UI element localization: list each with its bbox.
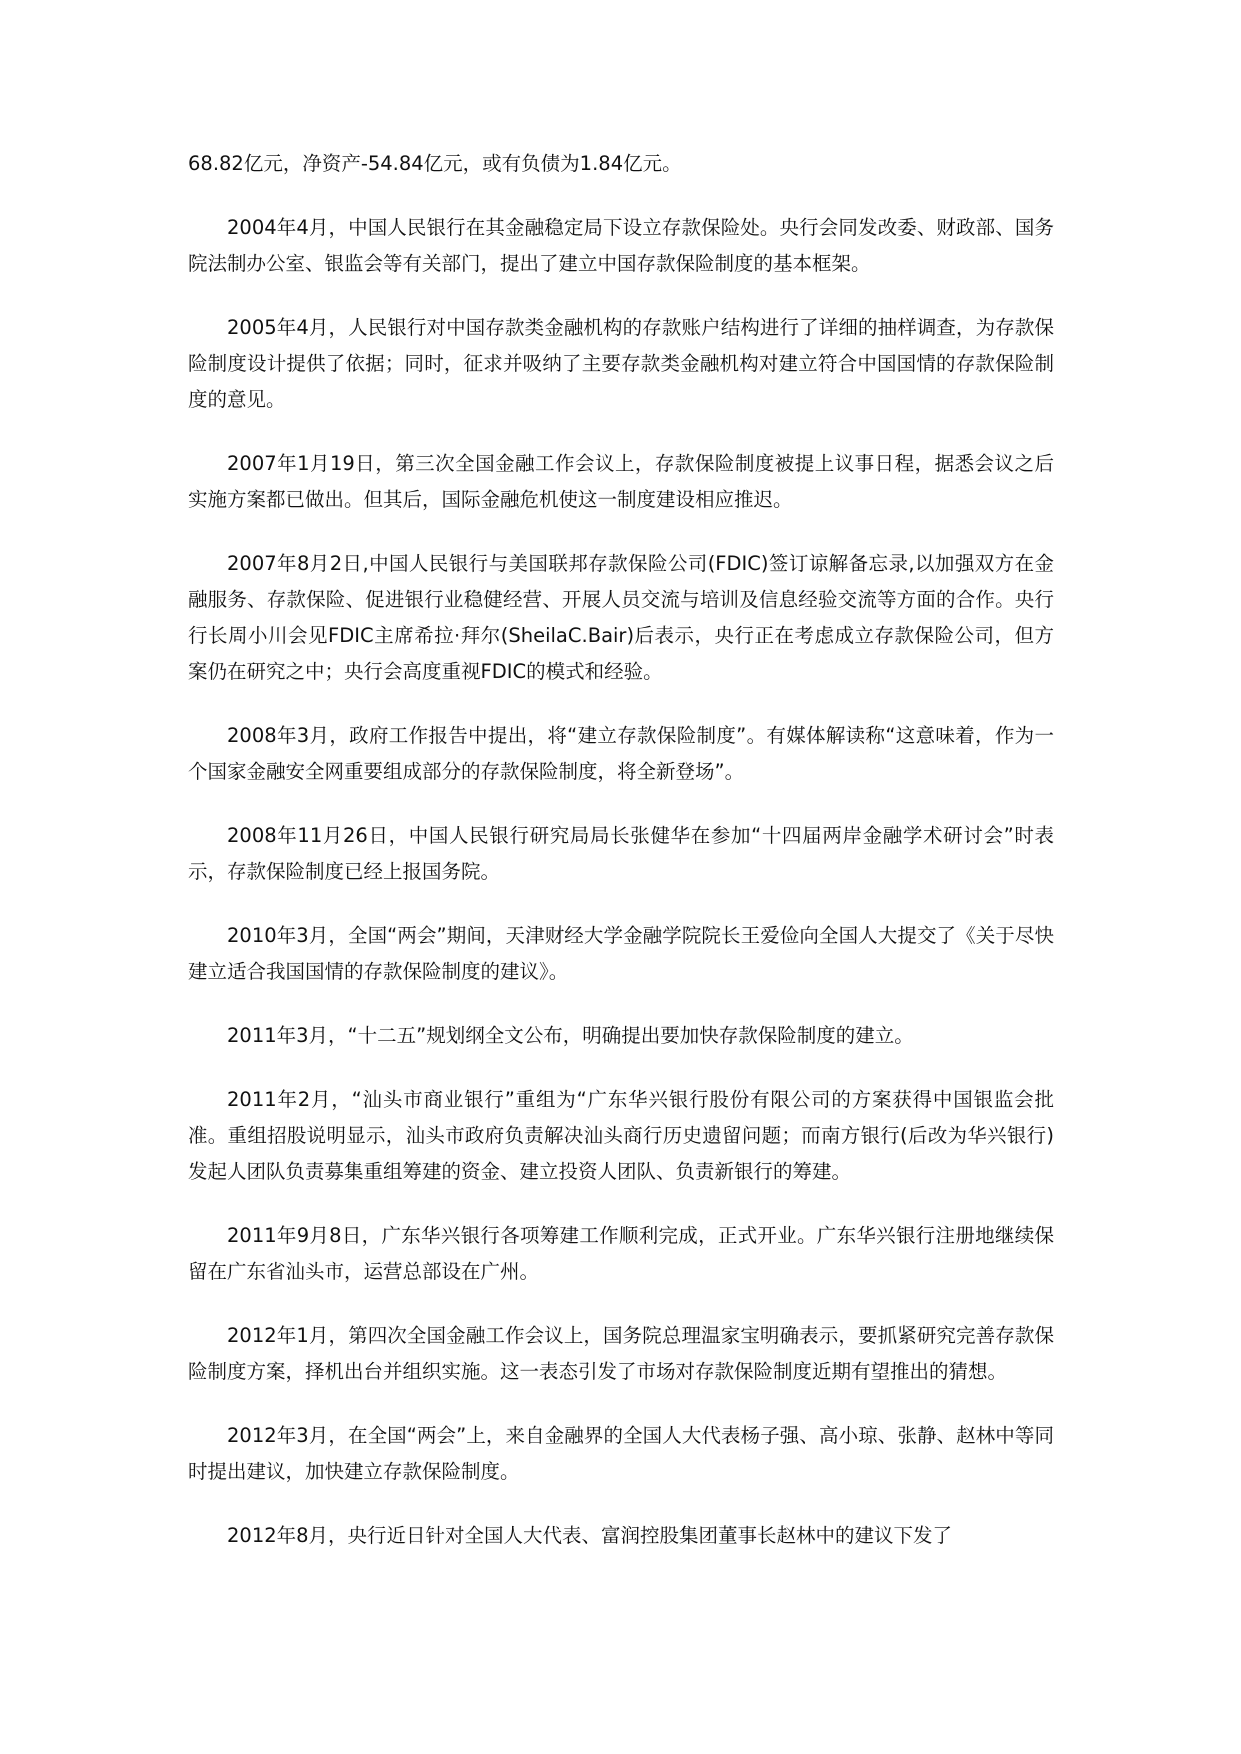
paragraph-2012-03: 2012年3月，在全国“两会”上，来自金融界的全国人大代表杨子强、高小琼、张静、赵林中等同时提出建议，加快建立存款保险制度。 bbox=[188, 1424, 1054, 1483]
paragraph-2012-08: 2012年8月，央行近日针对全国人大代表、富润控股集团董事长赵林中的建议下发了 bbox=[227, 1524, 953, 1547]
paragraph-2007-01: 2007年1月19日，第三次全国金融工作会议上，存款保险制度被提上议事日程，据悉会议之后实施方案都已做出。但其后，国际金融危机使这一制度建设相应推迟。 bbox=[188, 452, 1054, 511]
paragraph-2011-03: 2011年3月，“十二五”规划纲全文公布，明确提出要加快存款保险制度的建立。 bbox=[227, 1024, 914, 1047]
paragraph-2010-03: 2010年3月，全国“两会”期间，天津财经大学金融学院院长王爱俭向全国人大提交了《关于尽快建立适合我国国情的存款保险制度的建议》。 bbox=[188, 924, 1054, 983]
paragraph-2004-04: 2004年4月，中国人民银行在其金融稳定局下设立存款保险处。央行会同发改委、财政部、国务院法制办公室、银监会等有关部门，提出了建立中国存款保险制度的基本框架。 bbox=[188, 216, 1054, 275]
paragraph-2011-09: 2011年9月8日，广东华兴银行各项筹建工作顺利完成，正式开业。广东华兴银行注册地继续保留在广东省汕头市，运营总部设在广州。 bbox=[188, 1224, 1054, 1283]
paragraph-2008-11: 2008年11月26日，中国人民银行研究局局长张健华在参加“十四届两岸金融学术研讨会”时表示，存款保险制度已经上报国务院。 bbox=[188, 824, 1054, 883]
paragraph-2005-04: 2005年4月，人民银行对中国存款类金融机构的存款账户结构进行了详细的抽样调查，为存款保险制度设计提供了依据；同时，征求并吸纳了主要存款类金融机构对建立符合中国国情的存款保险制度的意见。 bbox=[188, 316, 1054, 411]
paragraph-2011-02: 2011年2月，“汕头市商业银行”重组为“广东华兴银行股份有限公司的方案获得中国银监会批准。重组招股说明显示，汕头市政府负责解决汕头商行历史遗留问题；而南方银行(后改为华兴银行)发起人团队负责募集重组筹建的资金、建立投资人团队、负责新银行的筹建。 bbox=[188, 1088, 1054, 1183]
paragraph-1: 68.82亿元，净资产-54.84亿元，或有负债为1.84亿元。 bbox=[188, 152, 682, 175]
paragraph-2008-03: 2008年3月，政府工作报告中提出，将“建立存款保险制度”。有媒体解读称“这意味着，作为一个国家金融安全网重要组成部分的存款保险制度，将全新登场”。 bbox=[188, 724, 1054, 783]
paragraph-2007-08: 2007年8月2日,中国人民银行与美国联邦存款保险公司(FDIC)签订谅解备忘录,以加强双方在金融服务、存款保险、促进银行业稳健经营、开展人员交流与培训及信息经验交流等方面的合作。央行行长周小川会见FDIC主席希拉·拜尔(SheilaC.Bair)后表示，央行正在考虑成立存款保险公司，但方案仍在研究之中；央行会高度重视FDIC的模式和经验。 bbox=[188, 552, 1054, 683]
paragraph-2012-01: 2012年1月，第四次全国金融工作会议上，国务院总理温家宝明确表示，要抓紧研究完善存款保险制度方案，择机出台并组织实施。这一表态引发了市场对存款保险制度近期有望推出的猜想。 bbox=[188, 1324, 1054, 1383]
document-body bbox=[188, 146, 1054, 1582]
